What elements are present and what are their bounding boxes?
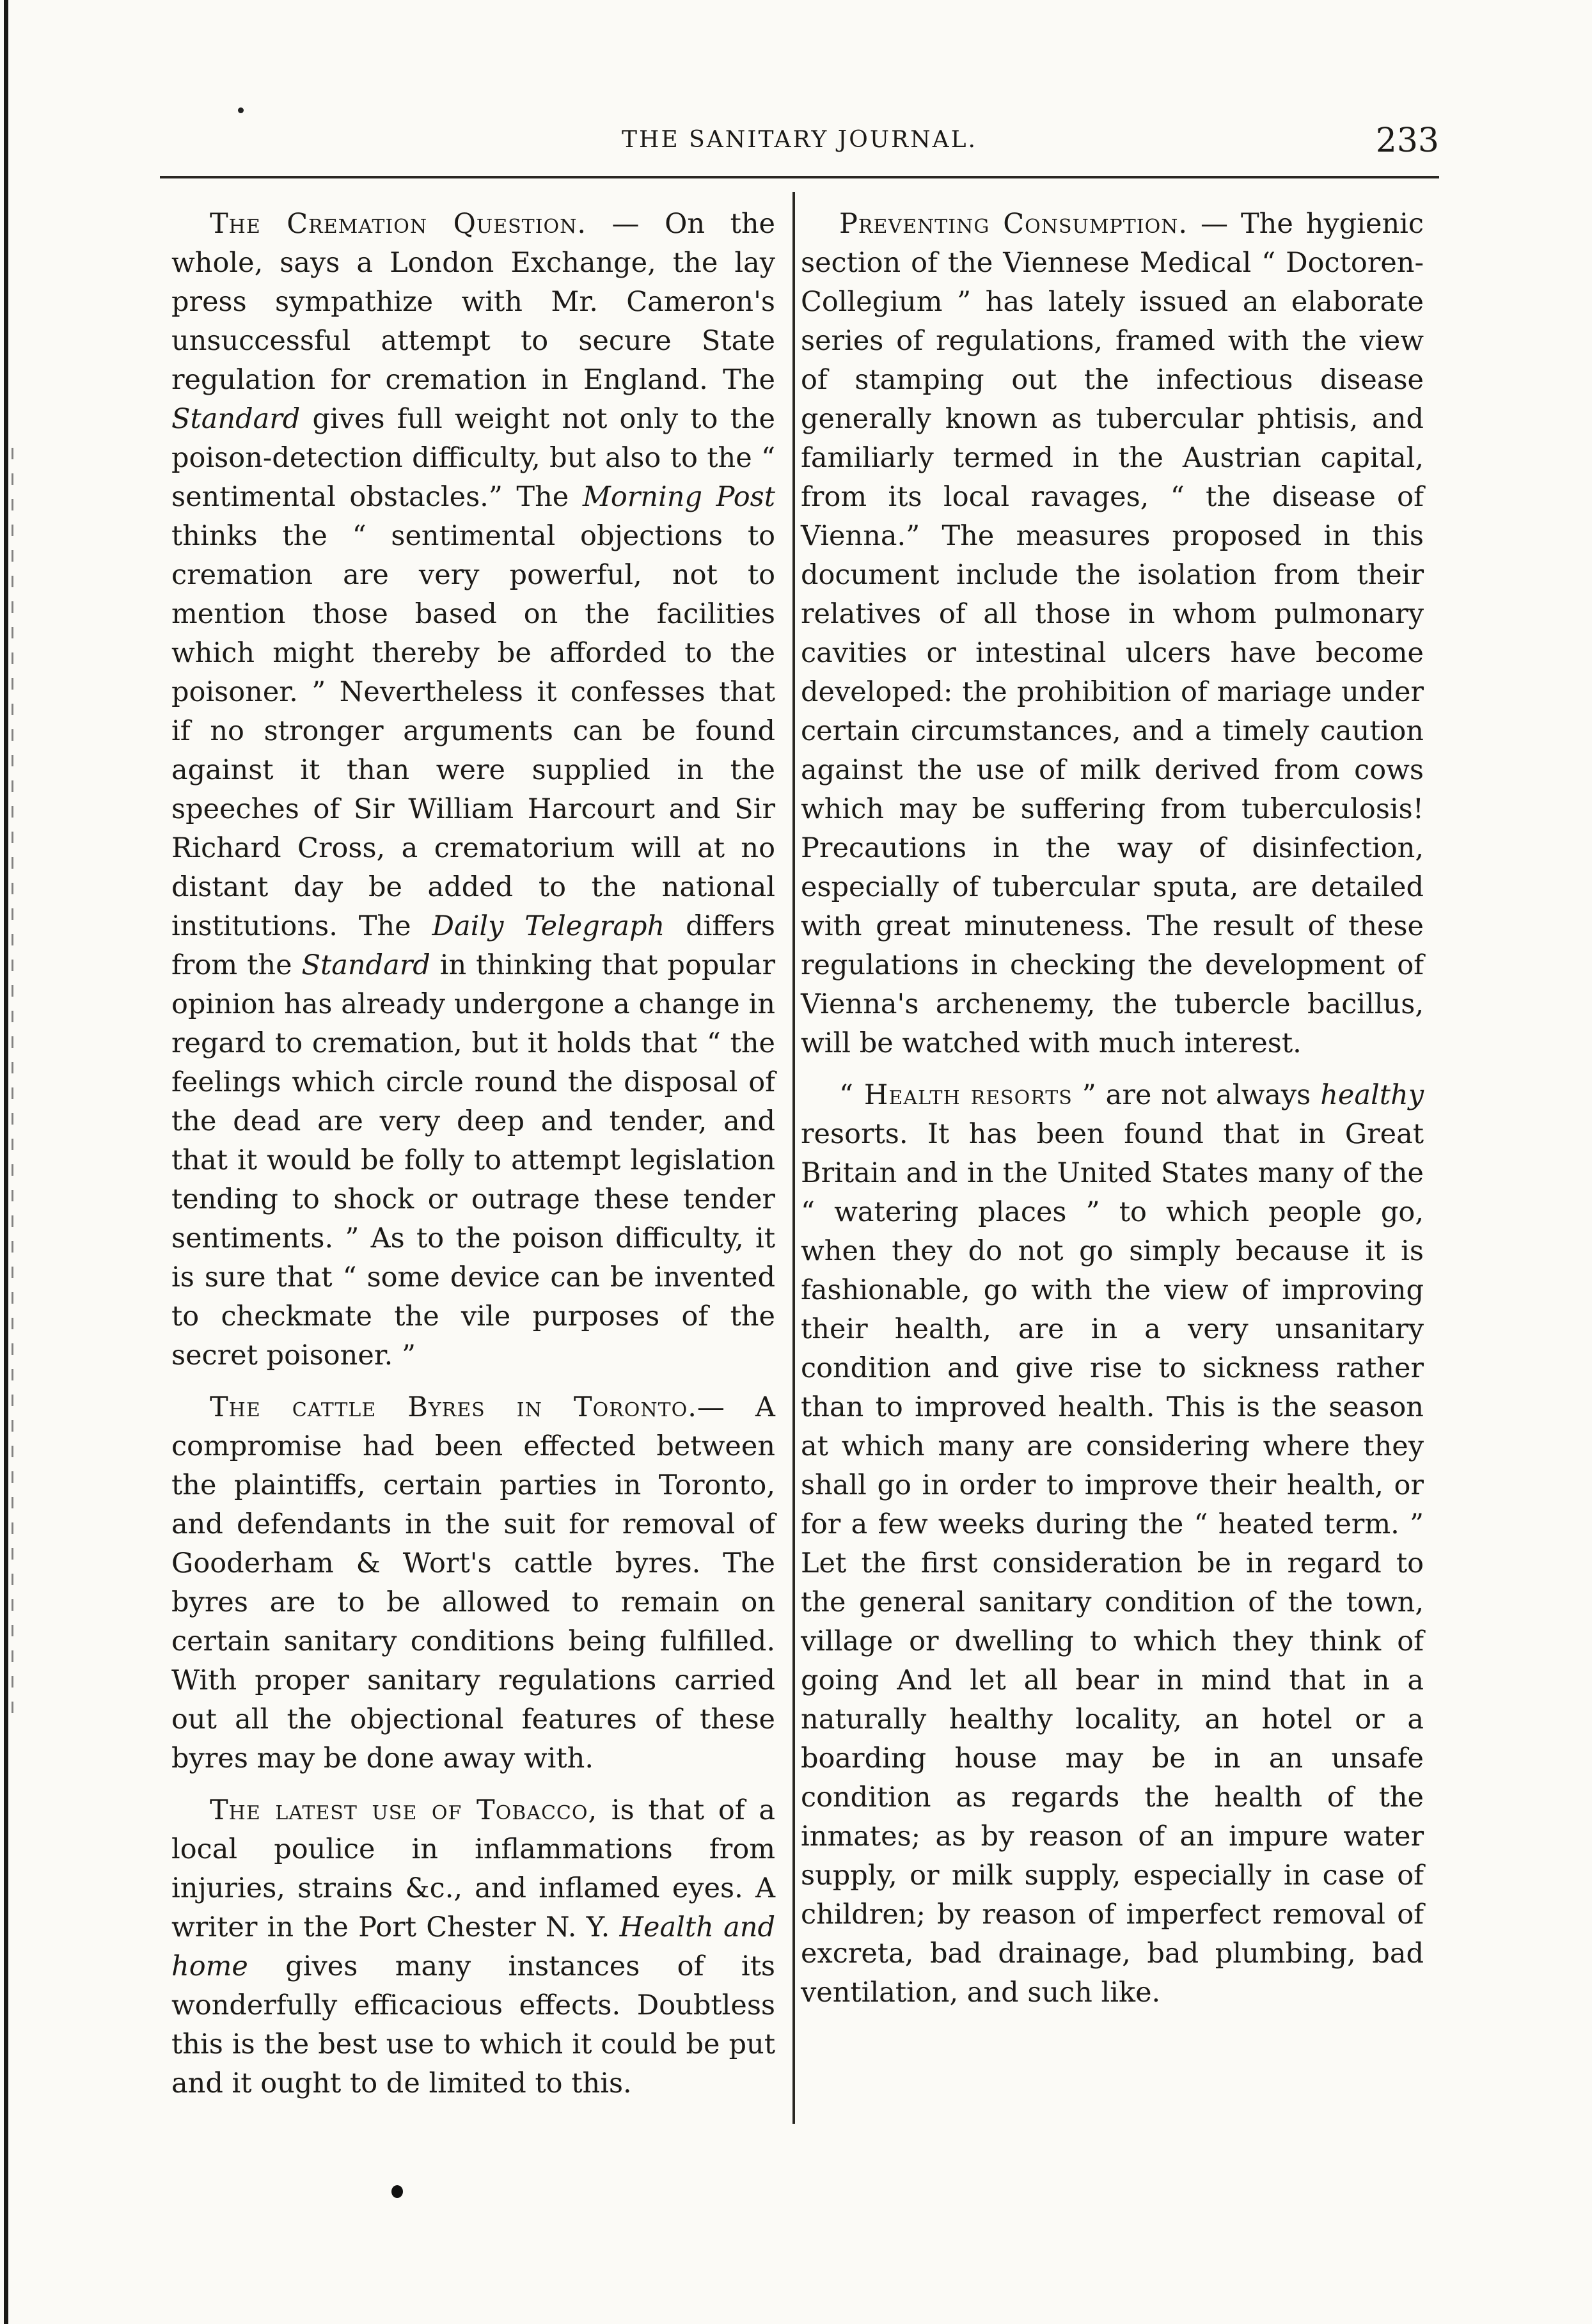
emphasis: healthy (1320, 1079, 1424, 1111)
left-column (171, 205, 775, 2116)
article-heading: The latest use of Tobacco, (210, 1794, 598, 1826)
article-text: is that of a local poulice in inflammations from injuries, strains &c., and inflamed eyes. A writer in the Port Chester N. Y. (171, 1794, 775, 1943)
header-rule (160, 176, 1439, 178)
article-text: in thinking that popular opinion has already undergone a change in regard to cremation, but it holds that “ the feelings which circle round the disposal of the dead are very deep and tender, and that it would be folly to attempt legislation tending to shock or outrage these tender sentiments. ” As to the poison difficulty, it is sure that “ some device can be invented to checkmate the vile purposes of the secret poisoner. ” (171, 949, 775, 1371)
page-number: 233 (1375, 122, 1439, 160)
article-heading: The cattle Byres in Toronto. (210, 1391, 697, 1423)
ink-blot (391, 2185, 403, 2198)
article-text: — A compromise had been effected between the plaintiffs, certain parties in Toronto, and defendants in the suit for removal of Gooderham & Wort's cattle byres. The byres are to be allowed to remain on certain sanitary conditions being fulfilled. With proper sanitary regulations carried out all the objectional features of these byres may be done away with. (171, 1391, 775, 1775)
article-text: — The hygienic section of the Viennese Medical “ Doctoren-Collegium ” has lately issued an elaborate series of regulations, framed with the view of stamping out the infectious disease generally known as tubercular phtisis, and familiarly termed in the Austrian capital, from its local ravages, “ the disease of Vienna.” The measures proposed in this document include the isolation from their relatives of all those in whom pulmonary cavities or intestinal ulcers have become developed: the prohibition of mariage under certain circumstances, and a timely caution against the use of milk derived from cows which may be suffering from tuberculosis! Precautions in the way of disinfection, especially of tubercular sputa, are detailed with great minuteness. The result of these regulations in checking the development of Vienna's archenemy, the tubercle bacillus, will be watched with much interest. (801, 208, 1424, 1059)
article-text: gives full weight not only to the poison-detection difficulty, but also to the “ sentimental obstacles.” The (171, 403, 775, 513)
running-title: THE SANITARY JOURNAL. (622, 127, 977, 153)
ink-speck (238, 107, 244, 113)
article-heading: “ Health resorts (839, 1079, 1073, 1111)
article-text: gives many instances of its wonderfully efficacious effects. Doubtless this is the best use to which it could be put and it ought to de limited to this. (171, 1950, 775, 2099)
article-preventing-consumption (801, 205, 1424, 1063)
article-cremation-question (171, 205, 775, 1375)
article-tobacco (171, 1791, 775, 2103)
page-header (160, 122, 1439, 173)
article-text: thinks the “ sentimental objections to cremation are very powerful, not to mention those based on the facilities which might thereby be afforded to the poisoner. ” Nevertheless it confesses that if no stronger arguments can be found against it than were supplied in the speeches of Sir William Harcourt and Sir Richard Cross, a crematorium will at no distant day be added to the national institutions. The (171, 520, 775, 942)
newspaper-title: Daily Telegraph (432, 910, 665, 942)
article-cattle-byres (171, 1388, 775, 1778)
newspaper-title: Standard (301, 949, 430, 981)
right-column (801, 205, 1424, 2025)
article-text: — On the whole, says a London Exchange, the lay press sympathize with Mr. Cameron's unsuccessful attempt to secure State regulation for cremation in England. The (171, 208, 775, 396)
scan-edge (4, 0, 8, 2324)
article-text: ” are not always (1072, 1079, 1321, 1111)
scan-edge-marks (12, 448, 13, 1727)
article-heading: Preventing Consumption. (839, 208, 1188, 240)
periodical-title: Health and home (171, 1911, 775, 1982)
newspaper-title: Standard (171, 403, 301, 435)
article-text: resorts. It has been found that in Great Britain and in the United States many of the “ watering places ” to which people go, when they do not go simply because it is fashionable, go with the view of improving their health, are in a very unsanitary condition and give rise to sickness rather than to improved health. This is the season at which many are considering where they shall go in order to improve their health, or for a few weeks during the “ heated term. ” Let the first consideration be in regard to the general sanitary condition of the town, village or dwelling to which they think of going And let all bear in mind that in a naturally healthy locality, an hotel or a boarding house may be in an unsafe condition as regards the health of the inmates; as by reason of an impure water supply, or milk supply, especially in case of children; by reason of imperfect removal of excreta, bad drainage, bad plumbing, bad ventilation, and such like. (801, 1118, 1424, 2009)
article-text: differs from the (171, 910, 775, 981)
column-divider (792, 192, 795, 2124)
newspaper-title: Morning Post (582, 481, 775, 513)
article-heading: The Cremation Question. (210, 208, 587, 240)
article-health-resorts (801, 1076, 1424, 2012)
